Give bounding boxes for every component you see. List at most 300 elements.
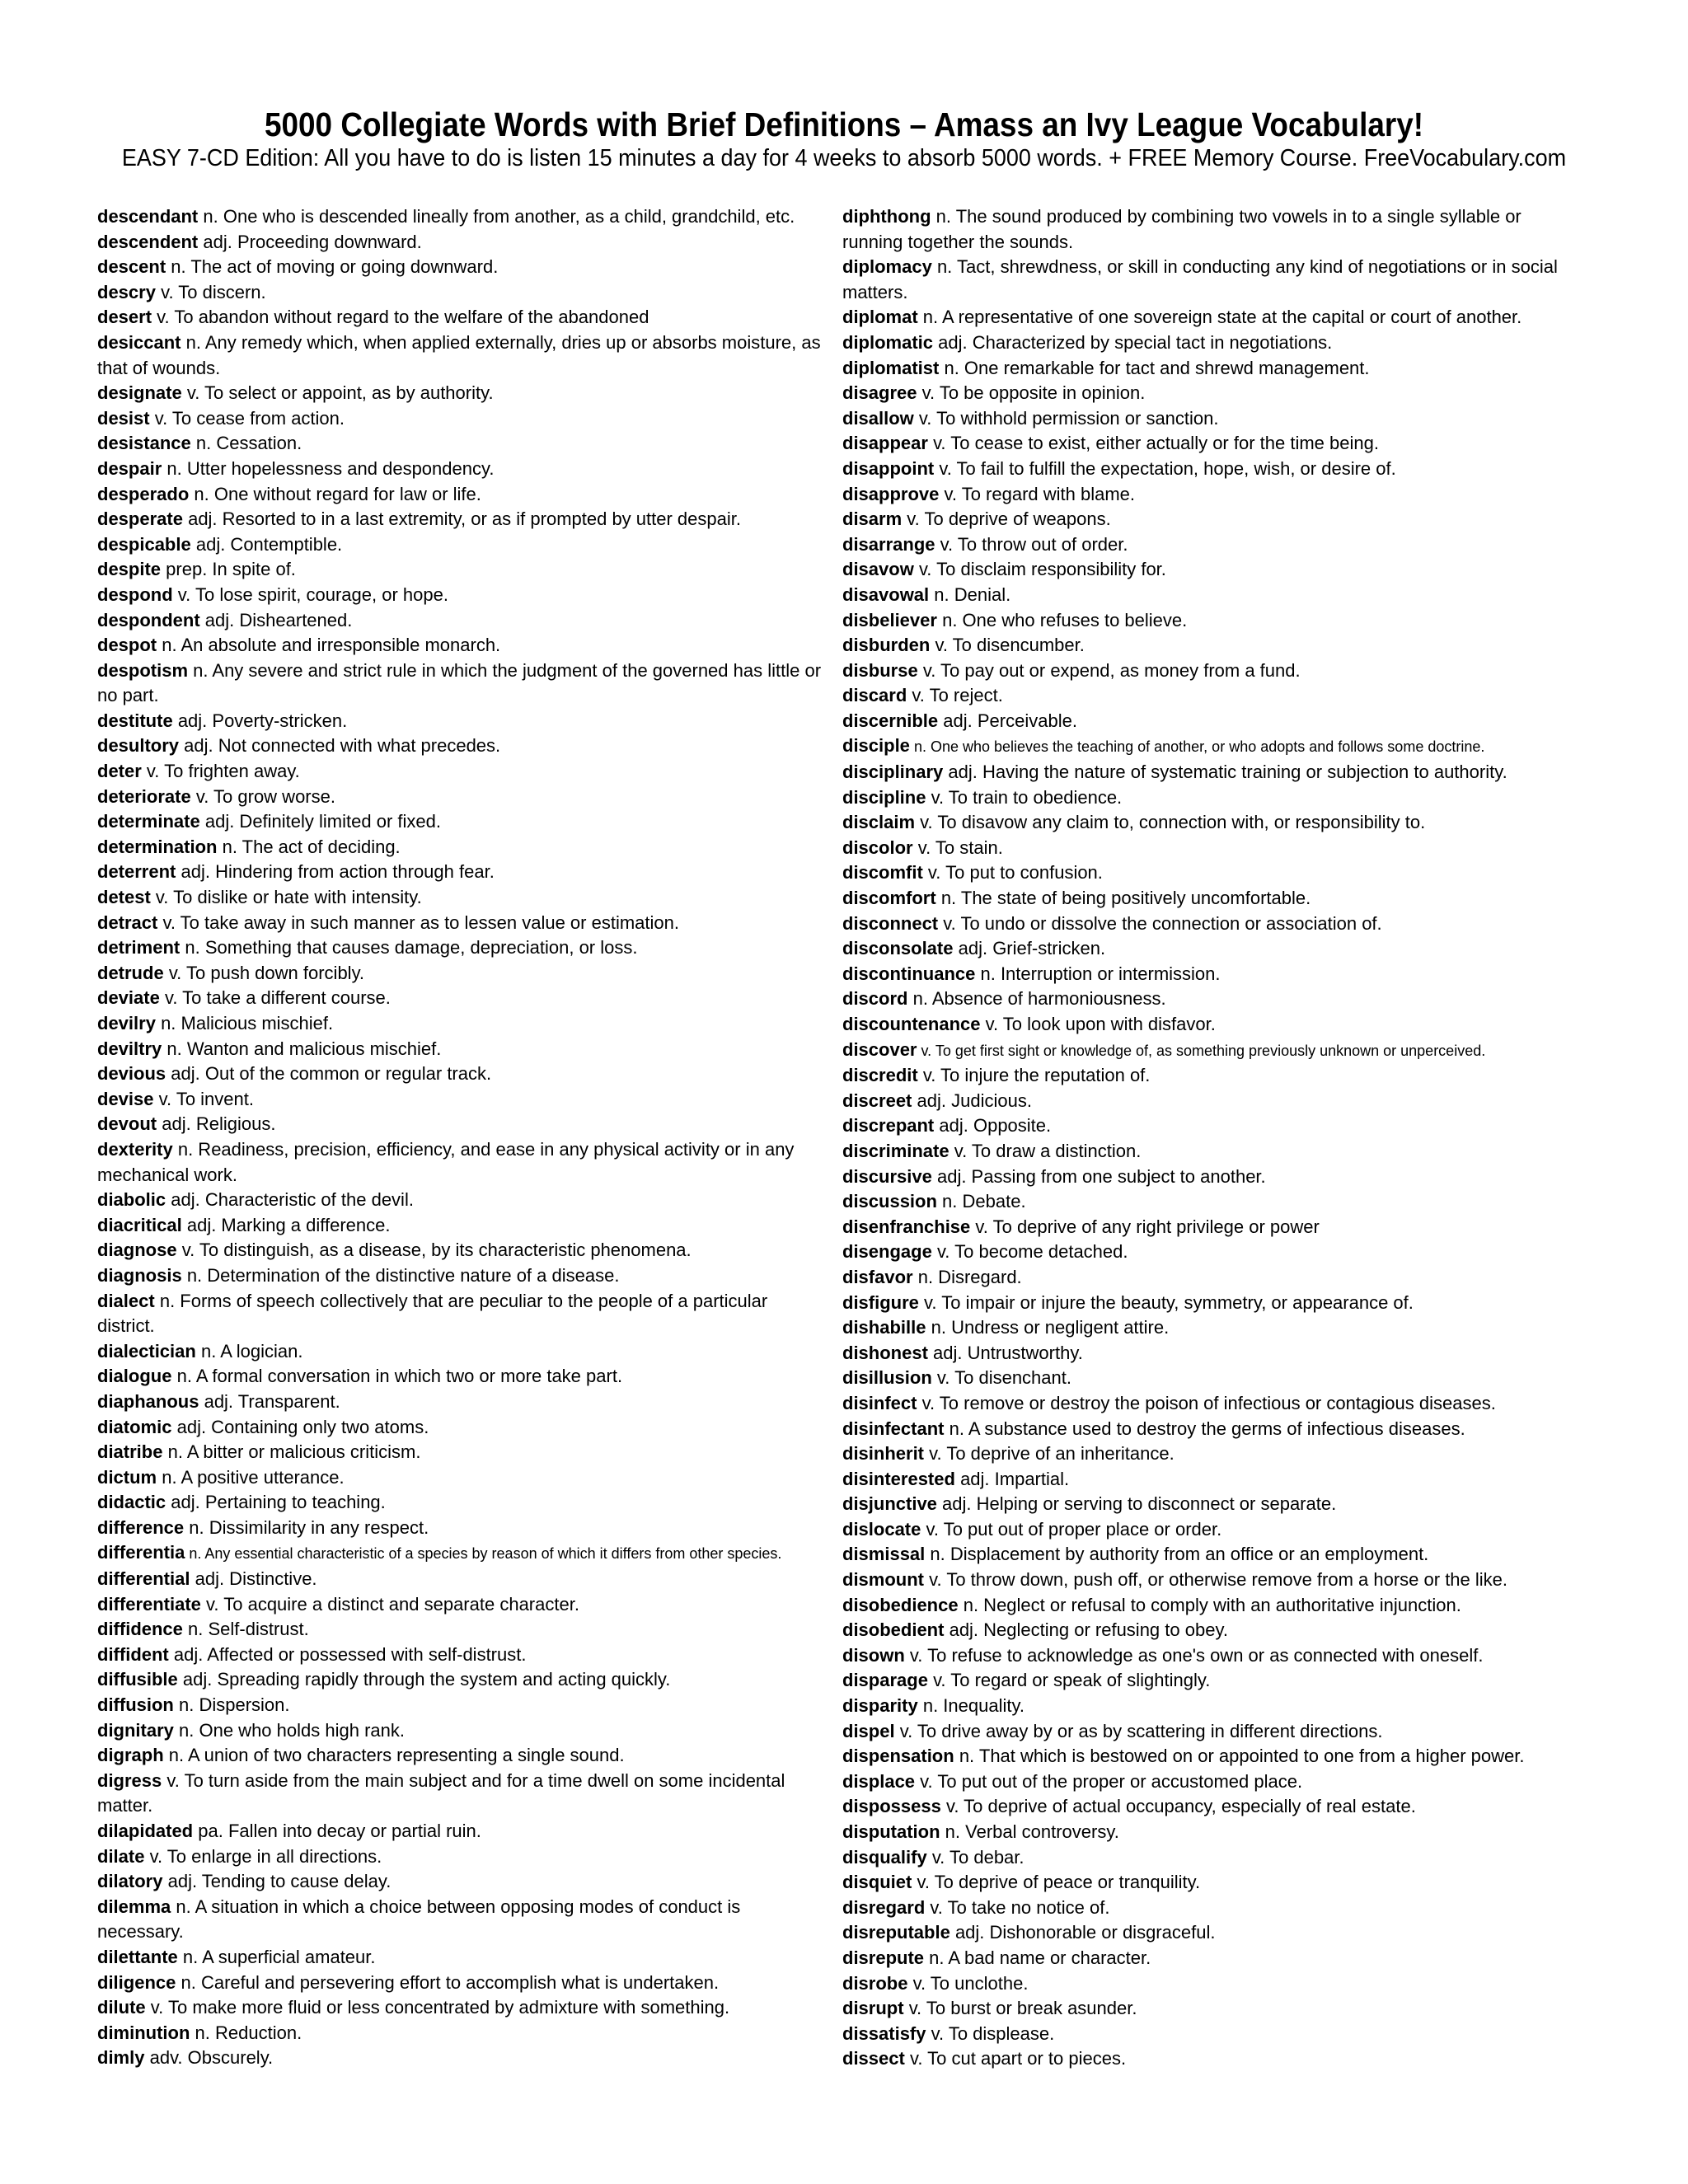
entry-definition: v. To distinguish, as a disease, by its characteristic phenomena. [181, 1240, 692, 1261]
entry-definition: n. One remarkable for tact and shrewd management. [944, 357, 1370, 378]
dictionary-entry [97, 1743, 824, 1769]
entry-word: devious [97, 1063, 166, 1085]
dictionary-entry [97, 1592, 824, 1618]
dictionary-entry [97, 1390, 824, 1415]
dictionary-entry [842, 1719, 1568, 1745]
entry-definition: n. One who is descended lineally from another, as a child, grandchild, etc. [203, 206, 795, 227]
entry-word: diagnosis [97, 1264, 182, 1286]
dictionary-entry [842, 1391, 1568, 1417]
entry-word: despotism [97, 659, 189, 681]
entry-definition: adj. Grief-stricken. [958, 938, 1106, 959]
entry-word: dislocate [842, 1518, 921, 1540]
entry-word: discontinuance [842, 963, 976, 984]
entry-word: disburse [842, 659, 918, 681]
dictionary-entry [97, 759, 824, 785]
dictionary-entry [842, 1517, 1568, 1543]
dictionary-entry [842, 683, 1568, 709]
dictionary-entry [97, 1339, 824, 1365]
page-subtitle: EASY 7-CD Edition: All you have to do is listen 15 minutes a day for 4 weeks to absorb 5000 words. + FREE Memory Course. FreeVocabulary.com [121, 145, 1567, 171]
dictionary-entry [97, 709, 824, 734]
entry-word: discernible [842, 710, 939, 731]
entry-word: despond [97, 583, 173, 605]
entry-word: diffusible [97, 1669, 178, 1690]
dictionary-entry [842, 1240, 1568, 1265]
entry-definition: v. To put out of the proper or accustomed place. [920, 1770, 1303, 1792]
dictionary-entry [842, 255, 1568, 305]
dictionary-entry [842, 2022, 1568, 2047]
entry-definition: n. The state of being positively uncomfortable. [940, 888, 1311, 909]
entry-definition: n. Reduction. [195, 2022, 302, 2043]
dictionary-entry [842, 1794, 1568, 1820]
entry-definition: adj. Resorted to in a last extremity, or as if prompted by utter despair. [188, 509, 741, 530]
entry-definition: v. To withhold permission or sanction. [918, 407, 1219, 429]
entry-word: disappear [842, 433, 928, 454]
dictionary-entry [842, 381, 1568, 406]
entry-definition: v. To take away in such manner as to lessen value or estimation. [162, 912, 679, 933]
entry-definition: n. One who refuses to believe. [942, 609, 1188, 630]
dictionary-entry [97, 431, 824, 457]
entry-word: diplomatic [842, 331, 934, 353]
entry-definition: v. To invent. [158, 1088, 254, 1109]
entry-definition: n. Absence of harmoniousness. [912, 988, 1166, 1010]
dictionary-entry [842, 356, 1568, 382]
dictionary-entry [97, 1213, 824, 1239]
dictionary-entry [842, 1769, 1568, 1795]
dictionary-entry [842, 1694, 1568, 1719]
entry-word: dismissal [842, 1544, 926, 1565]
entry-definition: v. To throw down, push off, or otherwise remove from a horse or the like. [929, 1569, 1508, 1591]
entry-word: disciplinary [842, 762, 944, 783]
entry-definition: v. To push down forcibly. [168, 962, 365, 983]
entry-definition: v. To injure the reputation of. [922, 1065, 1151, 1086]
entry-definition: v. To grow worse. [195, 785, 335, 807]
dictionary-entry [97, 532, 824, 558]
entry-definition: v. To deprive of weapons. [907, 509, 1111, 530]
dictionary-entry [842, 330, 1568, 356]
entry-word: disagree [842, 382, 917, 404]
entry-word: dictum [97, 1466, 157, 1488]
dictionary-entry [97, 733, 824, 759]
dictionary-entry [842, 1618, 1568, 1643]
entry-definition: v. To throw out of order. [940, 533, 1128, 555]
entry-word: devise [97, 1088, 154, 1109]
dictionary-entry [842, 1492, 1568, 1517]
dictionary-entry [842, 532, 1568, 558]
entry-definition: v. To put out of proper place or order. [926, 1518, 1222, 1540]
entry-word: disown [842, 1644, 905, 1666]
entry-definition: n. Interruption or intermission. [980, 963, 1221, 984]
dictionary-entry [842, 733, 1568, 760]
entry-word: diacritical [97, 1214, 182, 1235]
dictionary-entry [842, 1089, 1568, 1114]
entry-definition: adj. Transparent. [204, 1390, 340, 1412]
entry-word: despot [97, 635, 157, 656]
entry-word: dilute [97, 1997, 146, 2018]
entry-definition: adj. Tending to cause delay. [167, 1871, 392, 1892]
dictionary-entry [842, 305, 1568, 330]
entry-definition: n. Denial. [934, 583, 1011, 605]
entry-word: diplomatist [842, 357, 940, 378]
dictionary-entry [97, 1718, 824, 1744]
entry-word: discountenance [842, 1014, 981, 1034]
entry-definition: v. To impair or injure the beauty, symmetry, or appearance of. [924, 1291, 1414, 1313]
dictionary-entry [97, 507, 824, 532]
entry-word: devout [97, 1113, 157, 1135]
entry-word: discomfit [842, 862, 923, 883]
dictionary-entry [97, 935, 824, 961]
dictionary-entry [842, 1366, 1568, 1391]
entry-word: disputation [842, 1821, 940, 1842]
entry-word: desiccant [97, 331, 181, 353]
dictionary-entry [842, 1139, 1568, 1165]
entry-definition: v. To deprive of any right privilege or power [975, 1216, 1320, 1237]
entry-definition: n. The act of deciding. [222, 836, 401, 857]
entry-word: diffusion [97, 1694, 174, 1716]
dictionary-entry [97, 1895, 824, 1945]
dictionary-entry [97, 633, 824, 658]
entry-definition: v. To discern. [161, 281, 266, 302]
entry-definition: n. A substance used to destroy the germs of infectious diseases. [949, 1418, 1465, 1439]
dictionary-entry [842, 1467, 1568, 1493]
entry-word: detrude [97, 962, 164, 983]
entry-word: didactic [97, 1492, 166, 1513]
entry-word: dishonest [842, 1342, 928, 1363]
entry-definition: v. To turn aside from the main subject and for a time dwell on some incidental matter. [97, 1769, 785, 1816]
entry-definition: n. A positive utterance. [162, 1466, 345, 1488]
entry-definition: n. Utter hopelessness and despondency. [166, 457, 495, 479]
entry-word: disinterested [842, 1468, 955, 1489]
dictionary-entry [97, 1643, 824, 1668]
entry-word: differentiate [97, 1593, 201, 1615]
entry-word: devilry [97, 1013, 156, 1033]
dictionary-entry [842, 1215, 1568, 1240]
entry-definition: v. To cut apart or to pieces. [909, 2048, 1127, 2069]
entry-definition: n. A union of two characters representing a single sound. [168, 1745, 625, 1766]
dictionary-entry [97, 1540, 824, 1567]
entry-definition: adj. Marking a difference. [186, 1214, 391, 1235]
entry-word: diaphanous [97, 1390, 199, 1412]
entry-word: disallow [842, 407, 914, 429]
dictionary-entry [842, 1165, 1568, 1190]
dictionary-entry [842, 1643, 1568, 1669]
left-column [97, 204, 824, 2071]
entry-word: dilatory [97, 1871, 163, 1892]
dictionary-entry [97, 1137, 824, 1188]
dictionary-entry [97, 860, 824, 885]
dictionary-entry [842, 912, 1568, 937]
dictionary-entry [842, 1996, 1568, 2022]
entry-word: detest [97, 887, 151, 908]
entry-definition: v. To regard or speak of slightingly. [933, 1670, 1211, 1691]
dictionary-entry [842, 785, 1568, 811]
dictionary-entry [842, 1417, 1568, 1442]
entry-word: disreputable [842, 1922, 950, 1943]
entry-word: discreet [842, 1090, 912, 1111]
dictionary-entry [97, 305, 824, 330]
entry-word: dispel [842, 1720, 895, 1741]
entry-definition: adj. Not connected with what precedes. [184, 735, 501, 757]
dictionary-entry [842, 860, 1568, 886]
entry-word: disparity [842, 1695, 918, 1717]
dictionary-entry [97, 1364, 824, 1390]
dictionary-entry [97, 1112, 824, 1137]
dictionary-entry [97, 986, 824, 1011]
entry-word: disrupt [842, 1998, 904, 2019]
dictionary-entry [842, 1113, 1568, 1139]
entry-definition: adj. Pertaining to teaching. [171, 1492, 386, 1513]
dictionary-entry [97, 1516, 824, 1541]
dictionary-entry [842, 1189, 1568, 1215]
entry-definition: v. To fail to fulfill the expectation, hope, wish, or desire of. [939, 457, 1396, 479]
dictionary-entry [97, 1289, 824, 1339]
entry-definition: n. Debate. [942, 1191, 1026, 1212]
entry-definition: v. To disenchant. [936, 1367, 1071, 1389]
dictionary-entry [842, 1063, 1568, 1089]
dictionary-entry [842, 1315, 1568, 1341]
dictionary-entry [842, 457, 1568, 482]
dictionary-entry [97, 1263, 824, 1289]
dictionary-entry [842, 406, 1568, 432]
entry-definition: adj. Out of the common or regular track. [171, 1063, 492, 1085]
entry-definition: adj. Perceivable. [943, 710, 1077, 731]
dictionary-entry [97, 1465, 824, 1491]
entry-definition: n. Any essential characteristic of a species by reason of which it differs from other species. [189, 1545, 782, 1563]
dictionary-entry [842, 1896, 1568, 1921]
entry-word: disappoint [842, 457, 935, 479]
entry-word: disinfect [842, 1392, 917, 1413]
entry-definition: v. To take no notice of. [930, 1896, 1110, 1918]
entry-word: discard [842, 685, 907, 706]
dictionary-entry [842, 2046, 1568, 2072]
entry-definition: n. A situation in which a choice between opposing modes of conduct is necessary. [97, 1896, 741, 1943]
dictionary-entry [842, 1920, 1568, 1946]
entry-word: disfavor [842, 1266, 913, 1287]
entry-definition: adj. Judicious. [917, 1090, 1032, 1111]
entry-definition: adj. Helping or serving to disconnect or separate. [942, 1493, 1337, 1515]
entry-definition: v. To drive away by or as by scattering in different directions. [899, 1720, 1383, 1741]
entry-definition: adj. Hindering from action through fear. [181, 861, 495, 883]
entry-word: dilate [97, 1845, 145, 1867]
entry-definition: v. To train to obedience. [931, 786, 1123, 808]
entry-definition: v. To cease from action. [154, 407, 345, 429]
entry-definition: n. The act of moving or going downward. [171, 256, 499, 278]
entry-definition: v. To look upon with disfavor. [985, 1014, 1216, 1034]
dictionary-entry [842, 987, 1568, 1012]
entry-word: diatribe [97, 1441, 163, 1463]
entry-word: diffidence [97, 1619, 183, 1640]
entry-definition: v. To put to confusion. [927, 862, 1103, 883]
entry-definition: v. To regard with blame. [944, 483, 1136, 504]
entry-word: designate [97, 382, 182, 404]
entry-definition: v. To deprive of actual occupancy, especially of real estate. [945, 1796, 1416, 1817]
dictionary-entry [842, 810, 1568, 836]
entry-definition: n. The sound produced by combining two vowels in to a single syllable or running together the sounds. [842, 206, 1522, 252]
entry-word: despondent [97, 609, 200, 630]
entry-definition: adj. Distinctive. [195, 1568, 317, 1590]
entry-definition: v. To remove or destroy the poison of infectious or contagious diseases. [921, 1392, 1496, 1413]
entry-definition: adj. Having the nature of systematic training or subjection to authority. [948, 762, 1507, 783]
entry-word: discord [842, 988, 908, 1010]
dictionary-entry [842, 1568, 1568, 1593]
entry-word: diplomacy [842, 256, 932, 278]
entry-word: desist [97, 407, 150, 429]
dictionary-entry [97, 1415, 824, 1441]
entry-definition: n. Undress or negligent attire. [931, 1317, 1170, 1338]
dictionary-entry [97, 204, 824, 230]
entry-word: disavow [842, 559, 914, 580]
entry-word: discriminate [842, 1140, 950, 1161]
entry-definition: v. To frighten away. [146, 761, 300, 782]
dictionary-entry [842, 431, 1568, 457]
entry-word: dilemma [97, 1896, 171, 1917]
entry-definition: n. Readiness, precision, efficiency, and ease in any physical activity or in any mechanical work. [97, 1138, 795, 1185]
entry-definition: adj. Proceeding downward. [203, 231, 422, 252]
dictionary-entry [97, 809, 824, 835]
entry-definition: adj. Religious. [162, 1113, 276, 1135]
entry-definition: n. Inequality. [922, 1695, 1025, 1717]
entry-word: discover [842, 1038, 917, 1060]
entry-definition: v. To dislike or hate with intensity. [155, 887, 422, 908]
dictionary-entry [97, 1037, 824, 1062]
dictionary-entry [97, 1062, 824, 1087]
entry-word: diabolic [97, 1189, 166, 1211]
entry-definition: adj. Affected or possessed with self-distrust. [173, 1643, 527, 1665]
dictionary-entry [97, 255, 824, 280]
entry-word: discipline [842, 786, 926, 808]
entry-definition: adj. Neglecting or refusing to obey. [949, 1619, 1228, 1641]
entry-definition: v. To get first sight or knowledge of, as something previously unknown or unperceived. [921, 1042, 1486, 1059]
entry-word: differential [97, 1568, 190, 1590]
entry-word: disobedient [842, 1619, 945, 1641]
entry-word: dismount [842, 1569, 924, 1591]
entry-definition: n. One without regard for law or life. [194, 483, 481, 504]
entry-definition: v. To make more fluid or less concentrated by admixture with something. [150, 1997, 730, 2018]
entry-word: deterrent [97, 861, 176, 883]
dictionary-entry [842, 658, 1568, 684]
entry-word: discomfort [842, 888, 936, 909]
dictionary-entry [97, 457, 824, 482]
entry-word: disrobe [842, 1972, 908, 1994]
dictionary-entry [97, 557, 824, 583]
entry-word: disciple [842, 735, 910, 757]
entry-word: descendant [97, 206, 199, 227]
dictionary-entry [97, 1011, 824, 1037]
entry-word: diffident [97, 1643, 169, 1665]
entry-word: dialogue [97, 1366, 172, 1387]
dictionary-entry [97, 608, 824, 634]
dictionary-entry [842, 1291, 1568, 1316]
dictionary-entry [97, 835, 824, 860]
entry-word: discredit [842, 1065, 918, 1086]
dictionary-entry [842, 1012, 1568, 1038]
page-title: 5000 Collegiate Words with Brief Definitions – Amass an Ivy League Vocabulary! [264, 105, 1424, 143]
entry-word: deteriorate [97, 785, 191, 807]
entry-definition: v. To stain. [917, 837, 1003, 858]
dictionary-entry [97, 1971, 824, 1996]
entry-definition: n. Determination of the distinctive nature of a disease. [186, 1264, 620, 1286]
entry-word: deviltry [97, 1038, 162, 1059]
entry-word: discolor [842, 837, 913, 858]
entry-word: disrepute [842, 1947, 925, 1968]
dictionary-entry [842, 608, 1568, 634]
entry-word: dispensation [842, 1746, 954, 1767]
dictionary-entry [842, 1845, 1568, 1871]
entry-definition: adj. Poverty-stricken. [177, 710, 348, 731]
entry-definition: adj. Characterized by special tact in negotiations. [938, 331, 1333, 353]
dictionary-entry [97, 230, 824, 255]
dictionary-entry [97, 885, 824, 911]
dictionary-entry [842, 962, 1568, 987]
dictionary-entry [97, 1995, 824, 2021]
dictionary-entry [842, 1038, 1568, 1064]
dictionary-entry [842, 482, 1568, 508]
entry-definition: v. To take a different course. [164, 987, 391, 1009]
entry-word: diagnose [97, 1240, 177, 1261]
entry-definition: v. To undo or dissolve the connection or association of. [943, 912, 1382, 934]
entry-word: dishabille [842, 1317, 926, 1338]
entry-definition: n. Displacement by authority from an office or an employment. [930, 1544, 1429, 1565]
entry-word: disillusion [842, 1367, 932, 1389]
entry-definition: adj. Passing from one subject to another. [936, 1165, 1266, 1187]
entry-definition: v. To pay out or expend, as money from a fund. [922, 659, 1301, 681]
entry-word: desistance [97, 433, 191, 454]
entry-definition: adj. Spreading rapidly through the system and acting quickly. [182, 1669, 671, 1690]
entry-word: disengage [842, 1241, 932, 1263]
entry-word: dissect [842, 2048, 905, 2069]
entry-definition: n. Verbal controversy. [945, 1821, 1119, 1842]
entry-definition: n. Self-distrust. [188, 1619, 309, 1640]
entry-definition: v. To deprive of peace or tranquility. [917, 1872, 1201, 1893]
dictionary-entry [842, 1441, 1568, 1467]
entry-word: disarm [842, 509, 903, 530]
dictionary-entry [842, 1542, 1568, 1568]
entry-definition: adj. Untrustworthy. [933, 1342, 1083, 1363]
dictionary-entry [97, 1769, 824, 1819]
entry-word: disinherit [842, 1443, 925, 1465]
entry-word: deter [97, 761, 142, 782]
dictionary-entry [97, 1945, 824, 1971]
entry-definition: n. Dispersion. [179, 1694, 290, 1716]
entry-definition: n. Something that causes damage, depreciation, or loss. [185, 937, 638, 958]
dictionary-entry [842, 557, 1568, 583]
entry-word: desert [97, 307, 152, 328]
dictionary-entry [842, 1265, 1568, 1291]
dictionary-entry [97, 911, 824, 936]
dictionary-entry [97, 1869, 824, 1895]
entry-word: digress [97, 1769, 162, 1791]
entry-word: deviate [97, 987, 160, 1009]
entry-definition: n. Cessation. [195, 433, 302, 454]
entry-word: diligence [97, 1971, 176, 1993]
entry-definition: n. Malicious mischief. [161, 1013, 334, 1033]
dictionary-entry [842, 1668, 1568, 1694]
dictionary-entry [97, 330, 824, 381]
entry-word: determination [97, 836, 218, 857]
dictionary-entry [842, 507, 1568, 532]
entry-definition: v. To abandon without regard to the welfare of the abandoned [157, 307, 649, 328]
entry-definition: adj. Definitely limited or fixed. [204, 811, 441, 832]
entry-definition: n. A superficial amateur. [182, 1946, 376, 1967]
entry-definition: v. To unclothe. [912, 1972, 1029, 1994]
entry-definition: v. To disavow any claim to, connection with, or responsibility to. [920, 812, 1426, 833]
entry-word: displace [842, 1770, 916, 1792]
entry-definition: n. Any remedy which, when applied externally, dries up or absorbs moisture, as that of wounds. [97, 331, 821, 378]
entry-definition: adj. Contemptible. [195, 533, 343, 555]
dictionary-entry [842, 709, 1568, 734]
entry-definition: n. One who believes the teaching of another, or who adopts and follows some doctrine. [913, 738, 1485, 756]
entry-word: disconsolate [842, 938, 954, 959]
entry-word: dexterity [97, 1138, 173, 1160]
